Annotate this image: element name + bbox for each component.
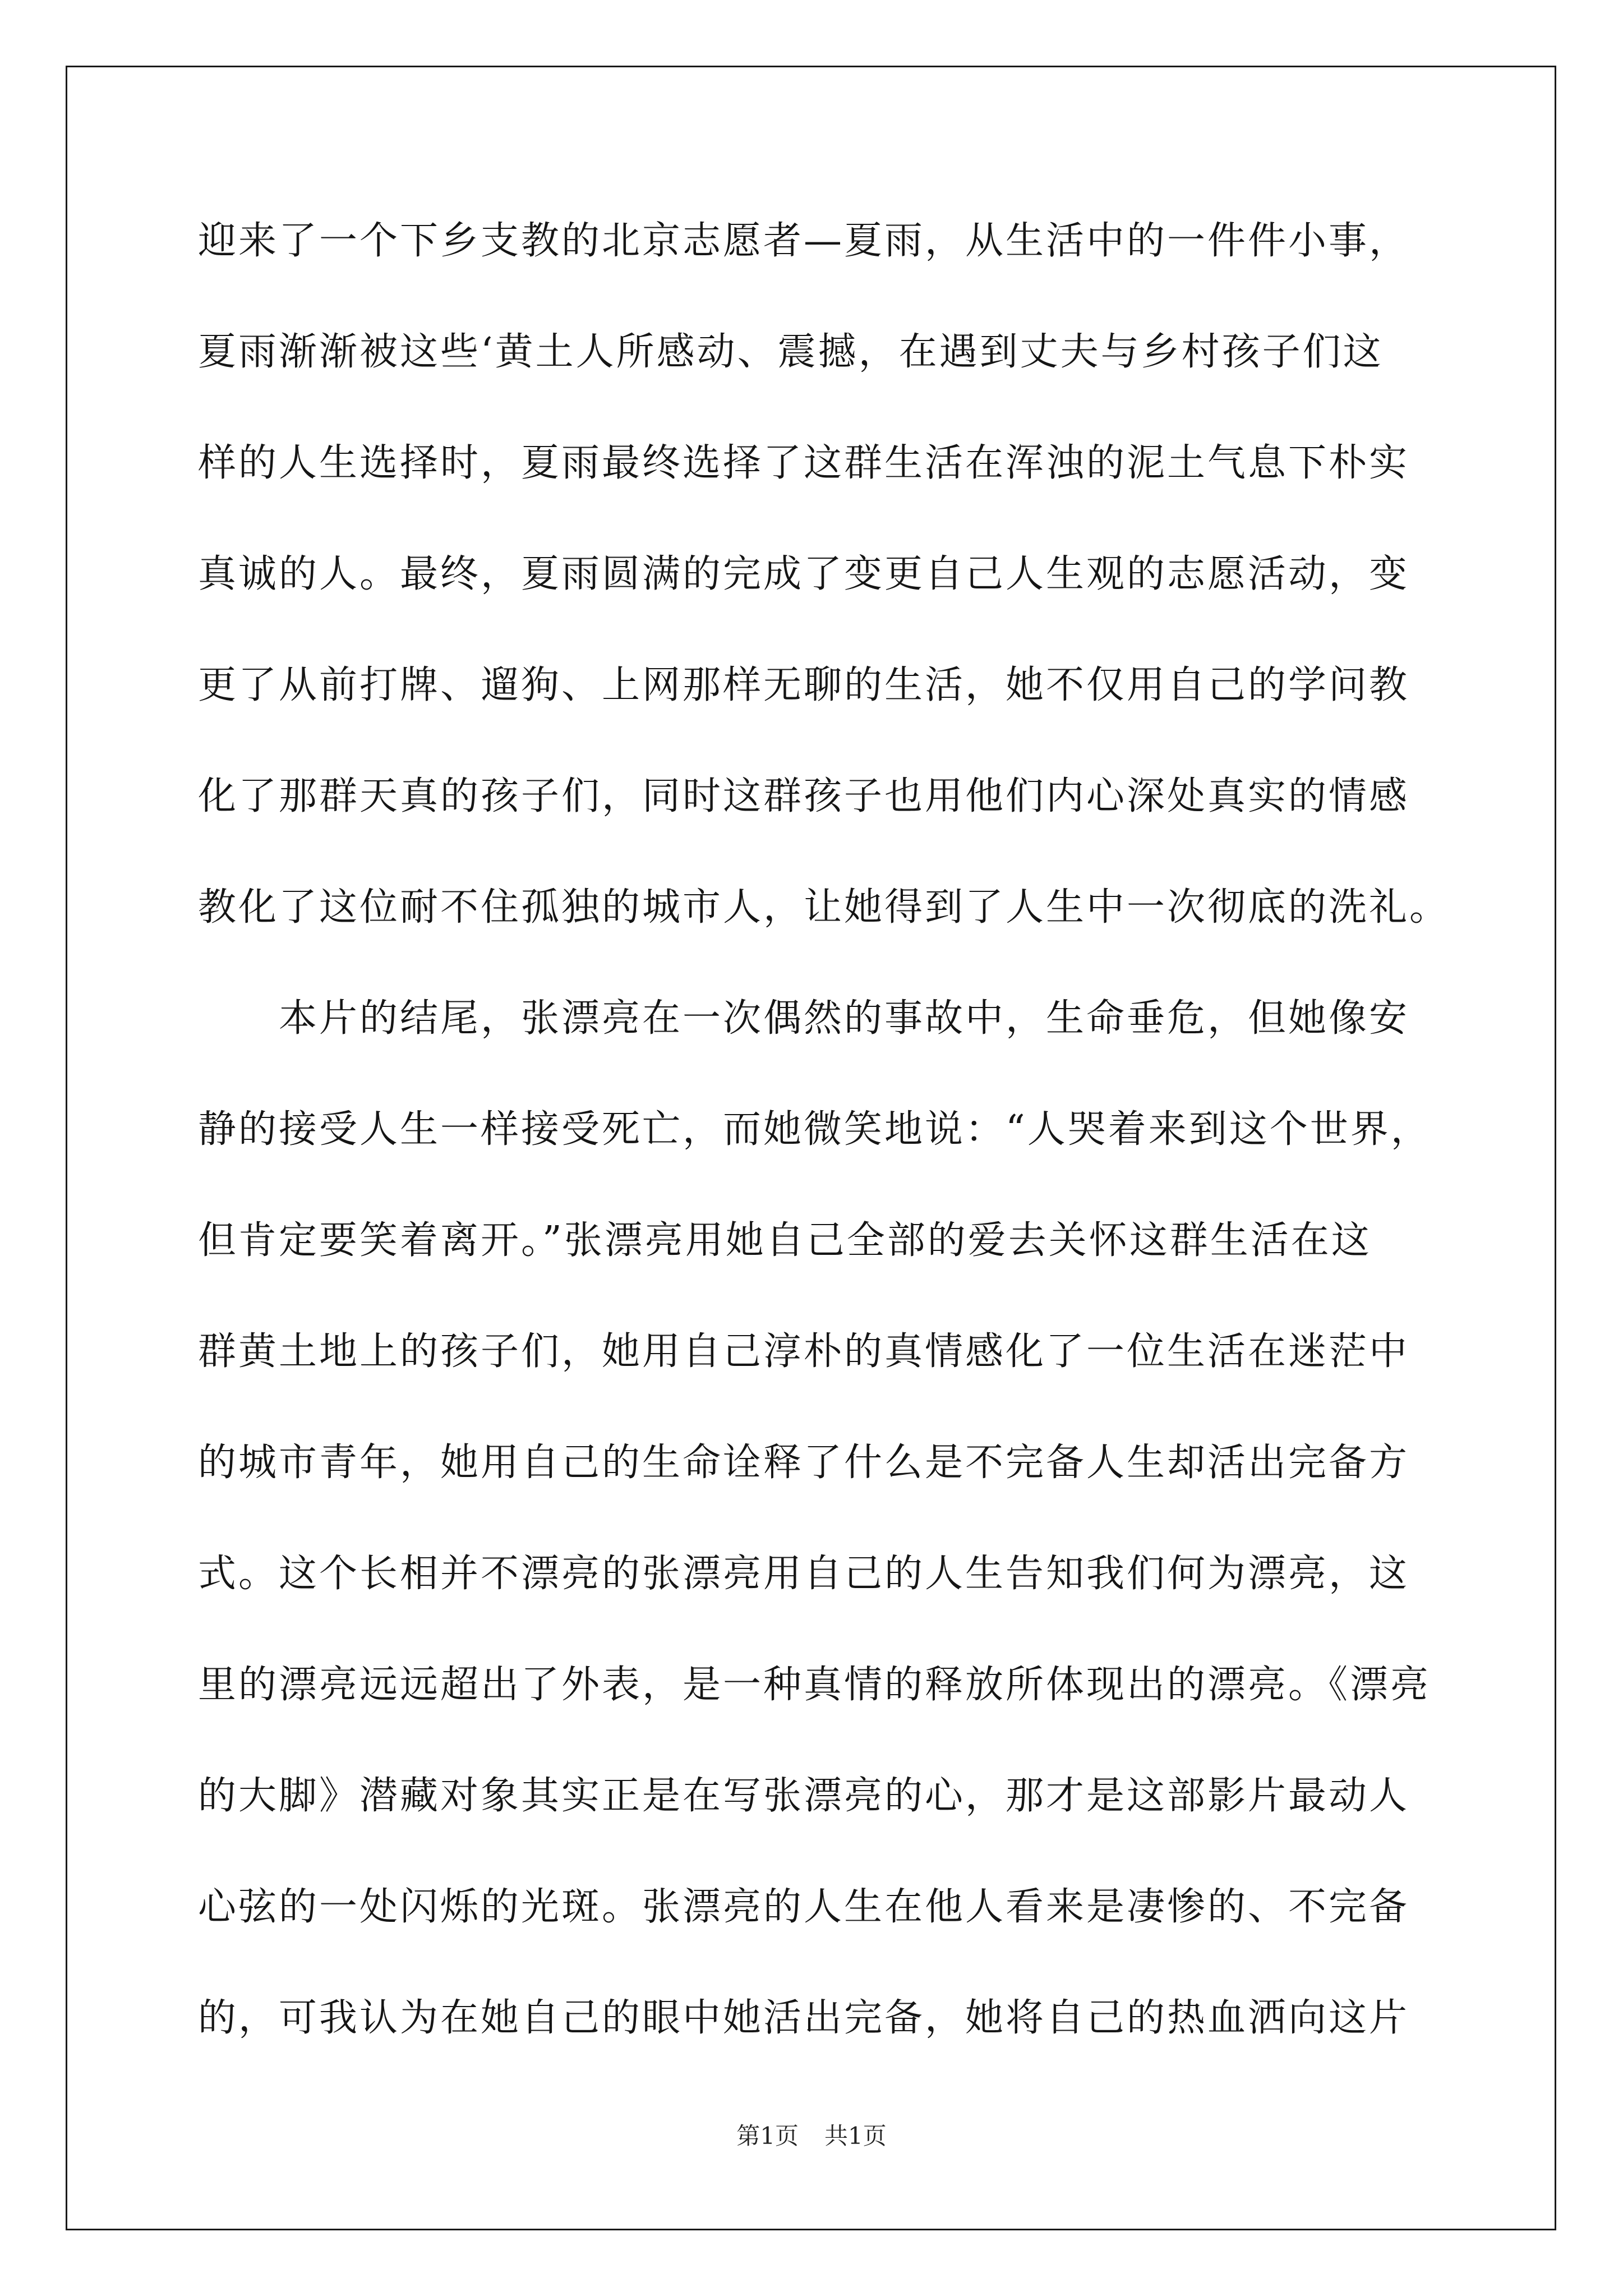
page-number-current: 第1页 xyxy=(736,2122,799,2150)
text-line: 样的人生选择时，夏雨最终选择了这群生活在浑浊的泥土气息下朴实 xyxy=(198,441,1410,485)
text-line: 式。这个长相并不漂亮的张漂亮用自己的人生告知我们何为漂亮，这 xyxy=(198,1552,1410,1596)
text-line: 心弦的一处闪烁的光斑。张漂亮的人生在他人看来是凄惨的、不完备 xyxy=(198,1885,1410,1929)
text-line: 的，可我认为在她自己的眼中她活出完备，她将自己的热血洒向这片 xyxy=(198,1996,1410,2040)
text-line: 里的漂亮远远超出了外表，是一种真情的释放所体现出的漂亮。《漂亮 xyxy=(198,1663,1431,1707)
text-line: 本片的结尾，张漂亮在一次偶然的事故中，生命垂危，但她像安 xyxy=(198,996,1410,1041)
text-line: 更了从前打牌、遛狗、上网那样无聊的生活，她不仅用自己的学问教 xyxy=(198,663,1410,707)
text-line: 群黄土地上的孩子们，她用自己淳朴的真情感化了一位生活在迷茫中 xyxy=(198,1329,1410,1374)
text-line: 的大脚》潜藏对象其实正是在写张漂亮的心，那才是这部影片最动人 xyxy=(198,1774,1410,1818)
text-line: 迎来了一个下乡支教的北京志愿者—夏雨，从生活中的一件件小事， xyxy=(198,219,1410,263)
text-line: 化了那群天真的孩子们，同时这群孩子也用他们内心深处真实的情感 xyxy=(198,774,1410,818)
text-line: 但肯定要笑着离开。”张漂亮用她自己全部的爱去关怀这群生活在这 xyxy=(198,1218,1372,1263)
text-line: 教化了这位耐不住孤独的城市人，让她得到了人生中一次彻底的洗礼。 xyxy=(198,885,1450,930)
text-line: 的城市青年，她用自己的生命诠释了什么是不完备人生却活出完备方 xyxy=(198,1441,1410,1485)
text-line: 夏雨渐渐被这些‘黄土人所感动、震撼，在遇到丈夫与乡村孩子们这 xyxy=(198,330,1384,374)
page-number-total: 共1页 xyxy=(824,2122,887,2150)
text-line: 静的接受人生一样接受死亡，而她微笑地说：“人哭着来到这个世界， xyxy=(198,1107,1431,1152)
text-line: 真诚的人。最终，夏雨圆满的完成了变更自己人生观的志愿活动，变 xyxy=(198,552,1410,596)
page-footer xyxy=(0,2119,1623,2153)
